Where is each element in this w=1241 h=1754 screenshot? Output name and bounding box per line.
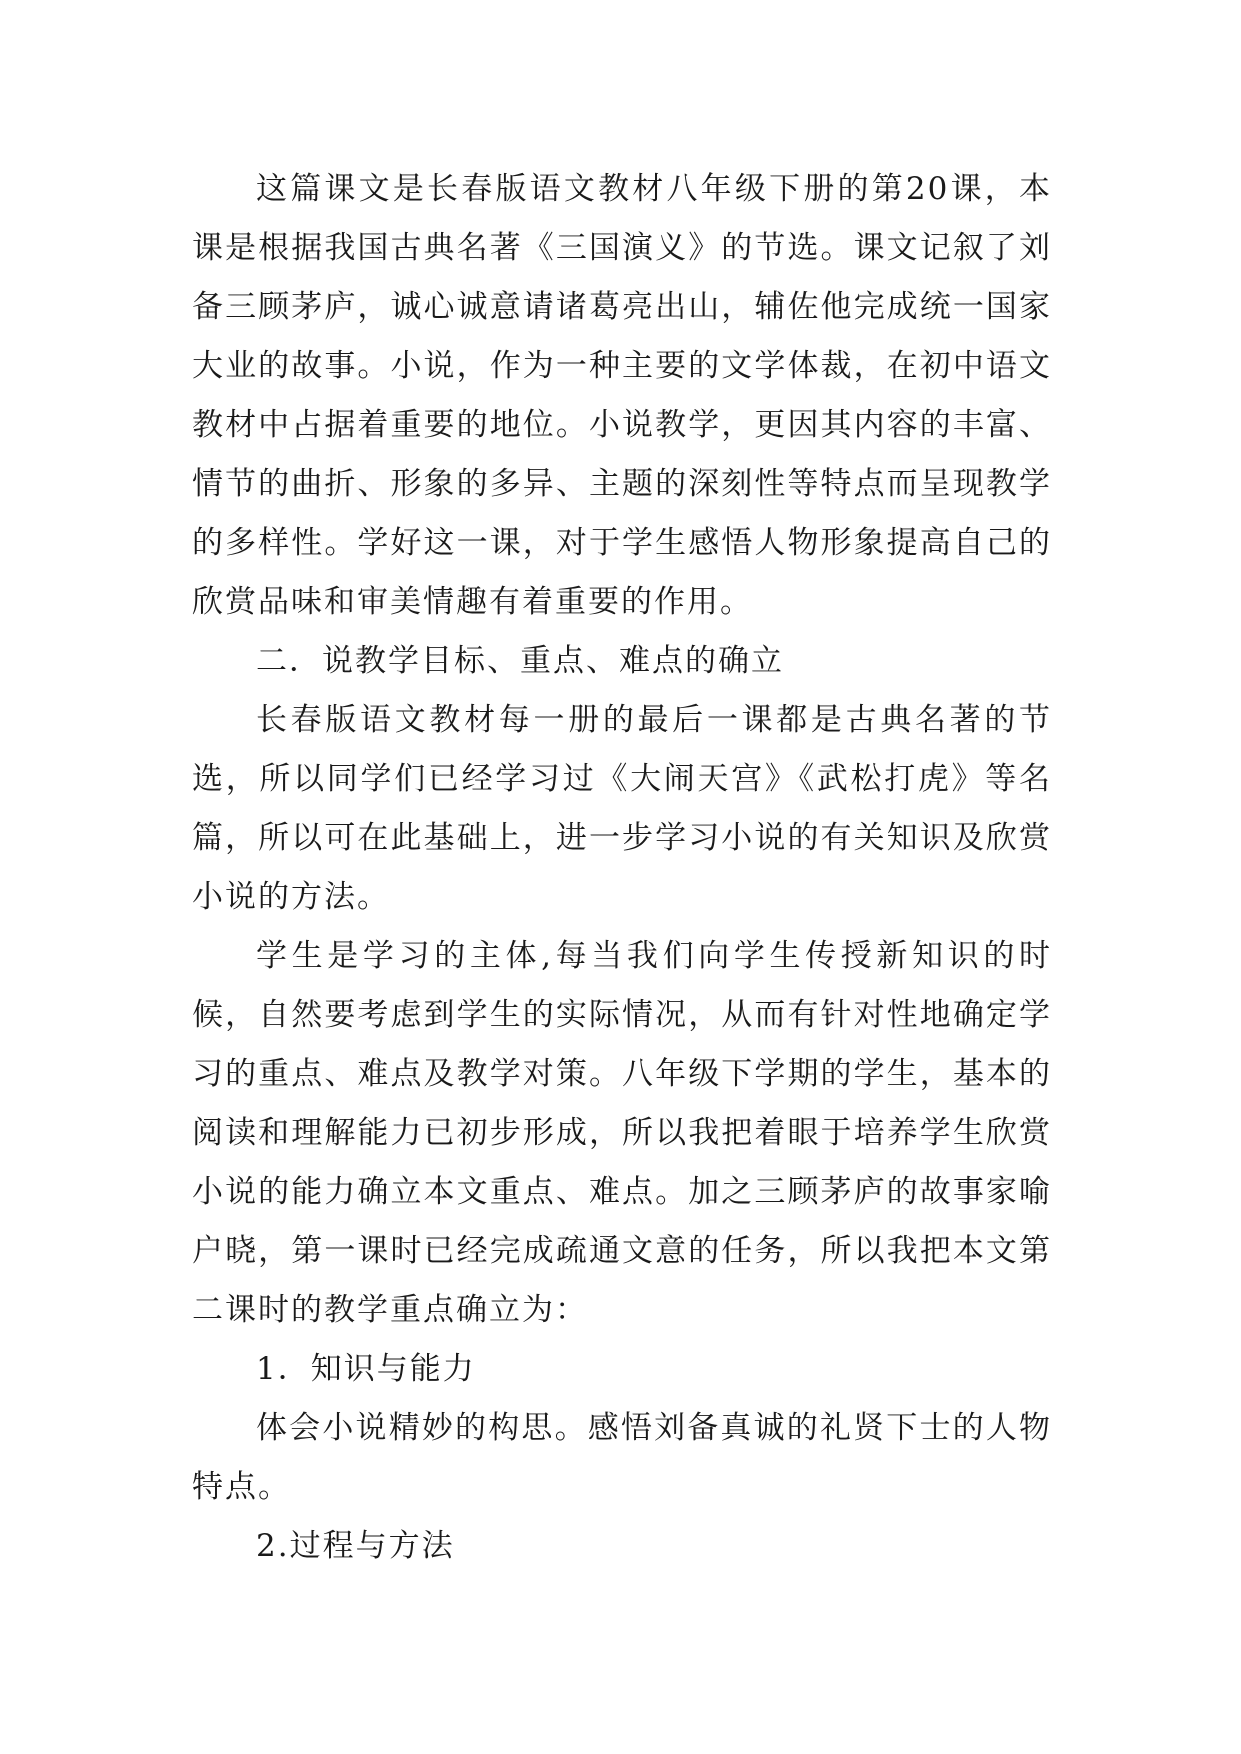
paragraph-knowledge-ability-goal: 体会小说精妙的构思。感悟刘备真诚的礼贤下士的人物特点。: [192, 1410, 1052, 1505]
document-body: [192, 160, 1052, 1576]
subheading-process-method: 2.过程与方法: [256, 1528, 455, 1564]
section-heading-teaching-goals: 二．说教学目标、重点、难点的确立: [256, 643, 784, 679]
subheading-knowledge-ability: 1．知识与能力: [256, 1351, 476, 1387]
paragraph-textbook-background: 长春版语文教材每一册的最后一课都是古典名著的节选，所以同学们已经学习过《大闹天宫》《武松打虎》等名篇，所以可在此基础上，进一步学习小说的有关知识及欣赏小说的方法。: [192, 702, 1052, 915]
paragraph-lesson-intro: 这篇课文是长春版语文教材八年级下册的第20课，本课是根据我国古典名著《三国演义》的节选。课文记叙了刘备三顾茅庐，诚心诚意请诸葛亮出山，辅佐他完成统一国家大业的故事。小说，作为一种主要的文学体裁，在初中语文教材中占据着重要的地位。小说教学，更因其内容的丰富、情节的曲折、形象的多异、主题的深刻性等特点而呈现教学的多样性。学好这一课，对于学生感悟人物形象提高自己的欣赏品味和审美情趣有着重要的作用。: [192, 171, 1052, 620]
paragraph-student-analysis: 学生是学习的主体,每当我们向学生传授新知识的时候，自然要考虑到学生的实际情况，从而有针对性地确定学习的重点、难点及教学对策。八年级下学期的学生，基本的阅读和理解能力已初步形成，所以我把着眼于培养学生欣赏小说的能力确立本文重点、难点。加之三顾茅庐的故事家喻户晓，第一课时已经完成疏通文意的任务，所以我把本文第二课时的教学重点确立为：: [192, 938, 1052, 1328]
